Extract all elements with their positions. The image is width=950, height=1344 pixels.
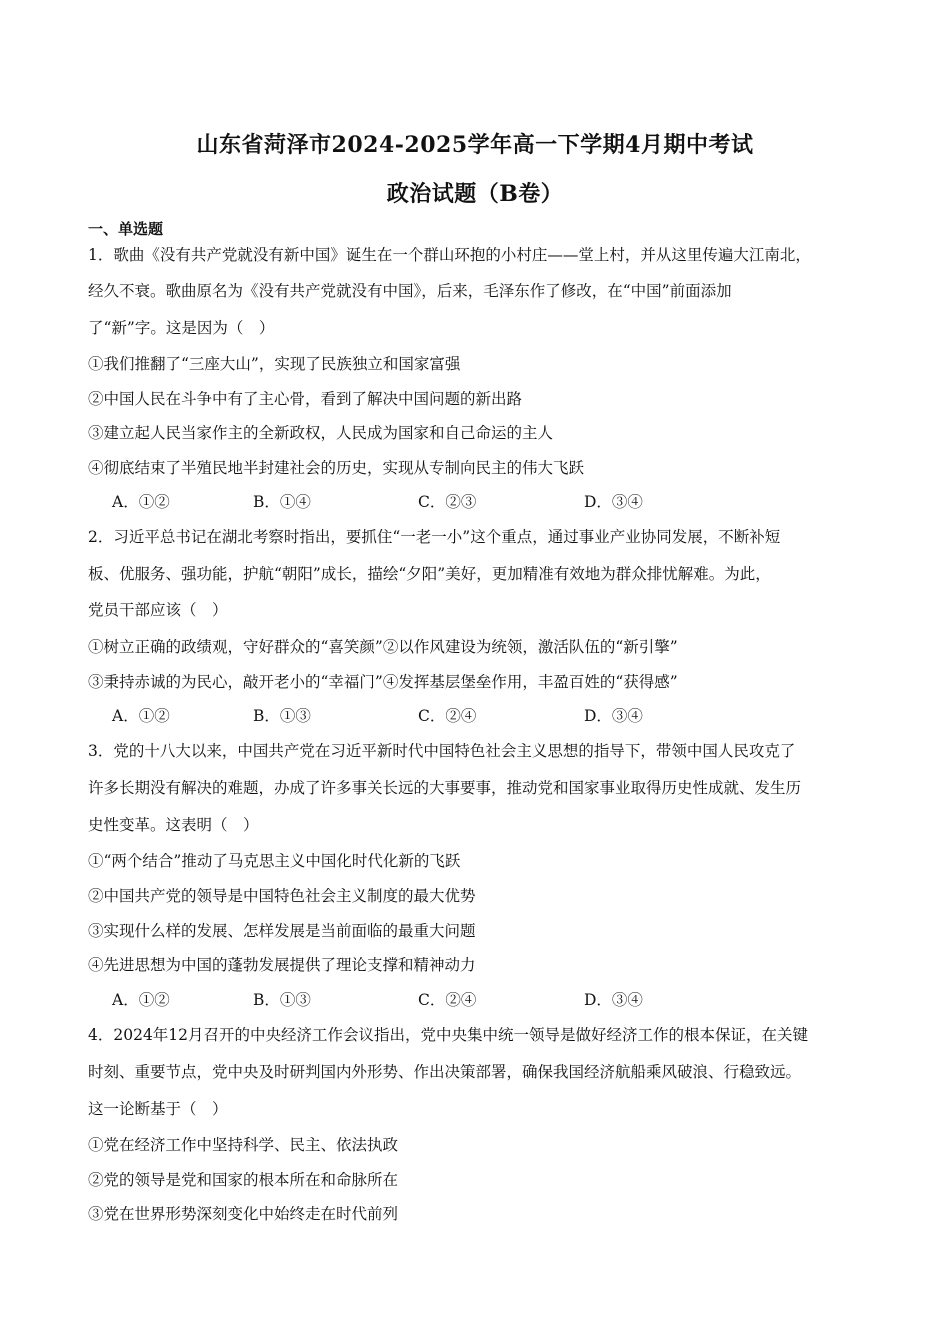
- question-stem-line: 4．2024年12月召开的中央经济工作会议指出，党中央集中统一领导是做好经济工作的根本保证，在关键: [88, 1026, 809, 1044]
- question-stem-line: 党员干部应该（ ）: [88, 601, 228, 619]
- statement-2: ②中国共产党的领导是中国特色社会主义制度的最大优势: [88, 887, 476, 905]
- exam-subtitle: 政治试题（B卷）: [386, 181, 564, 207]
- question-stem-line: 许多长期没有解决的难题，办成了许多事关长远的大事要事，推动党和国家事业取得历史性成就、发生历: [88, 779, 802, 797]
- statement-1: ①我们推翻了“三座大山”，实现了民族独立和国家富强: [88, 355, 461, 373]
- question-stem-line: 板、优服务、强功能，护航“朝阳”成长，描绘“夕阳”美好，更加精准有效地为群众排忧解难。为此，: [88, 565, 771, 583]
- exam-title: 山东省菏泽市2024-2025学年高一下学期4月期中考试: [196, 132, 754, 158]
- statement-3-4: ③秉持赤诚的为民心，敲开老小的“幸福门”④发挥基层堡垒作用，丰盈百姓的“获得感”: [88, 673, 678, 691]
- question-stem-line: 史性变革。这表明（ ）: [88, 816, 259, 834]
- statement-2: ②党的领导是党和国家的根本所在和命脉所在: [88, 1171, 399, 1189]
- statement-2: ②中国人民在斗争中有了主心骨，看到了解决中国问题的新出路: [88, 390, 523, 408]
- choice-c[interactable]: C．②④: [418, 991, 477, 1009]
- choice-b[interactable]: B．①③: [253, 991, 311, 1009]
- statement-1: ①“两个结合”推动了马克思主义中国化时代化新的飞跃: [88, 852, 461, 870]
- question-stem-line: 时刻、重要节点，党中央及时研判国内外形势、作出决策部署，确保我国经济航船乘风破浪、行稳致远。: [88, 1063, 802, 1081]
- choice-c[interactable]: C．②④: [418, 707, 477, 725]
- choice-a[interactable]: A．①②: [112, 991, 170, 1009]
- choice-d[interactable]: D．③④: [584, 991, 643, 1009]
- choice-a[interactable]: A．①②: [112, 493, 170, 511]
- statement-1: ①党在经济工作中坚持科学、民主、依法执政: [88, 1136, 399, 1154]
- choice-c[interactable]: C．②③: [418, 493, 477, 511]
- choice-d[interactable]: D．③④: [584, 707, 643, 725]
- question-stem-line: 2．习近平总书记在湖北考察时指出，要抓住“一老一小”这个重点，通过事业产业协同发展，不断补短: [88, 528, 781, 546]
- statement-3: ③实现什么样的发展、怎样发展是当前面临的最重大问题: [88, 922, 476, 940]
- question-stem-line: 这一论断基于（ ）: [88, 1100, 228, 1118]
- question-stem-line: 3．党的十八大以来，中国共产党在习近平新时代中国特色社会主义思想的指导下，带领中国人民攻克了: [88, 742, 796, 760]
- choice-a[interactable]: A．①②: [112, 707, 170, 725]
- statement-3: ③建立起人民当家作主的全新政权，人民成为国家和自己命运的主人: [88, 424, 554, 442]
- statement-3: ③党在世界形势深刻变化中始终走在时代前列: [88, 1205, 399, 1223]
- question-stem-line: 了“新”字。这是因为（ ）: [88, 319, 275, 337]
- choice-d[interactable]: D．③④: [584, 493, 643, 511]
- choice-b[interactable]: B．①③: [253, 707, 311, 725]
- section-heading: 一、单选题: [88, 220, 164, 238]
- statement-4: ④先进思想为中国的蓬勃发展提供了理论支撑和精神动力: [88, 956, 476, 974]
- statement-4: ④彻底结束了半殖民地半封建社会的历史，实现从专制向民主的伟大飞跃: [88, 459, 585, 477]
- question-stem-line: 1．歌曲《没有共产党就没有新中国》诞生在一个群山环抱的小村庄——堂上村，并从这里传遍大江南北，: [88, 246, 811, 264]
- choice-b[interactable]: B．①④: [253, 493, 311, 511]
- statement-1-2: ①树立正确的政绩观，守好群众的“喜笑颜”②以作风建设为统领，激活队伍的“新引擎”: [88, 638, 678, 656]
- question-stem-line: 经久不衰。歌曲原名为《没有共产党就没有中国》，后来，毛泽东作了修改，在“中国”前面添加: [88, 282, 732, 300]
